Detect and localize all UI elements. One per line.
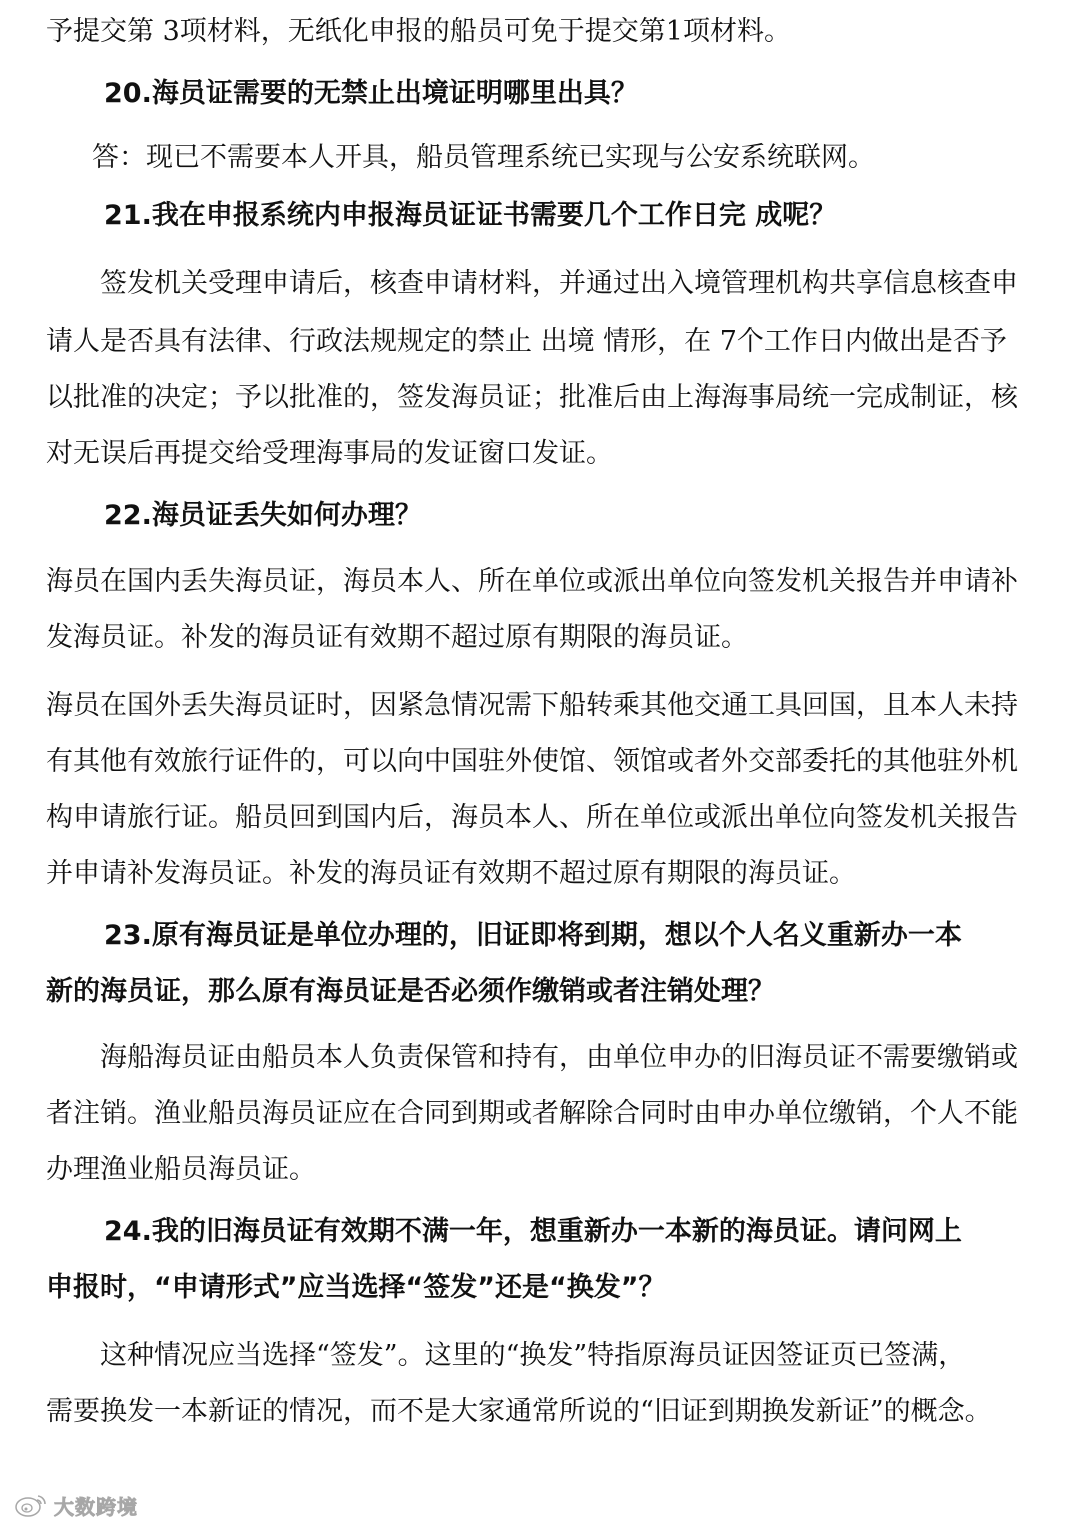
text-line: 请人是否具有法律、行政法规规定的禁止 出境 情形，在 7个工作日内做出是否予: [46, 326, 1007, 357]
text-line: 构申请旅行证。船员回到国内后，海员本人、所在单位或派出单位向签发机关报告: [46, 802, 1018, 833]
question-22: 22.海员证丢失如何办理？: [104, 500, 422, 531]
question-23: 23.原有海员证是单位办理的，旧证即将到期，想以个人名义重新办一本: [104, 920, 962, 951]
question-20: 20.海员证需要的无禁止出境证明哪里出具？: [104, 78, 638, 109]
text-line: 办理渔业船员海员证。: [46, 1154, 316, 1185]
watermark-text: 大数跨境: [54, 1494, 138, 1519]
question-24-cont: 申报时，“申请形式”应当选择“签发”还是“换发”？: [46, 1272, 666, 1303]
watermark: [14, 1490, 138, 1520]
text-line: 并申请补发海员证。补发的海员证有效期不超过原有期限的海员证。: [46, 858, 856, 889]
text-line: 有其他有效旅行证件的，可以向中国驻外使馆、领馆或者外交部委托的其他驻外机: [46, 746, 1018, 777]
text-line: 予提交第 3项材料，无纸化申报的船员可免于提交第1项材料。: [46, 16, 791, 47]
text-line: 签发机关受理申请后，核查申请材料，并通过出入境管理机构共享信息核查申: [100, 268, 1018, 299]
answer-20: 答：现已不需要本人开具，船员管理系统已实现与公安系统联网。: [92, 142, 875, 173]
question-24: 24.我的旧海员证有效期不满一年，想重新办一本新的海员证。请问网上: [104, 1216, 962, 1247]
text-line: 这种情况应当选择“签发”。这里的“换发”特指原海员证因签证页已签满，: [100, 1340, 966, 1371]
question-23-cont: 新的海员证，那么原有海员证是否必须作缴销或者注销处理？: [46, 976, 775, 1007]
weibo-logo-icon: [14, 1492, 48, 1518]
text-line: 海船海员证由船员本人负责保管和持有，由单位申办的旧海员证不需要缴销或: [100, 1042, 1018, 1073]
text-line: 海员在国内丢失海员证，海员本人、所在单位或派出单位向签发机关报告并申请补: [46, 566, 1018, 597]
text-line: 者注销。渔业船员海员证应在合同到期或者解除合同时由申办单位缴销，个人不能: [46, 1098, 1018, 1129]
text-line: 需要换发一本新证的情况，而不是大家通常所说的“旧证到期换发新证”的概念。: [46, 1396, 992, 1427]
text-line: 海员在国外丢失海员证时，因紧急情况需下船转乘其他交通工具回国，且本人未持: [46, 690, 1018, 721]
text-line: 以批准的决定；予以批准的，签发海员证；批准后由上海海事局统一完成制证，核: [46, 382, 1018, 413]
text-line: 发海员证。补发的海员证有效期不超过原有期限的海员证。: [46, 622, 748, 653]
question-21: 21.我在申报系统内申报海员证证书需要几个工作日完 成呢？: [104, 200, 837, 231]
text-line: 对无误后再提交给受理海事局的发证窗口发证。: [46, 438, 613, 469]
